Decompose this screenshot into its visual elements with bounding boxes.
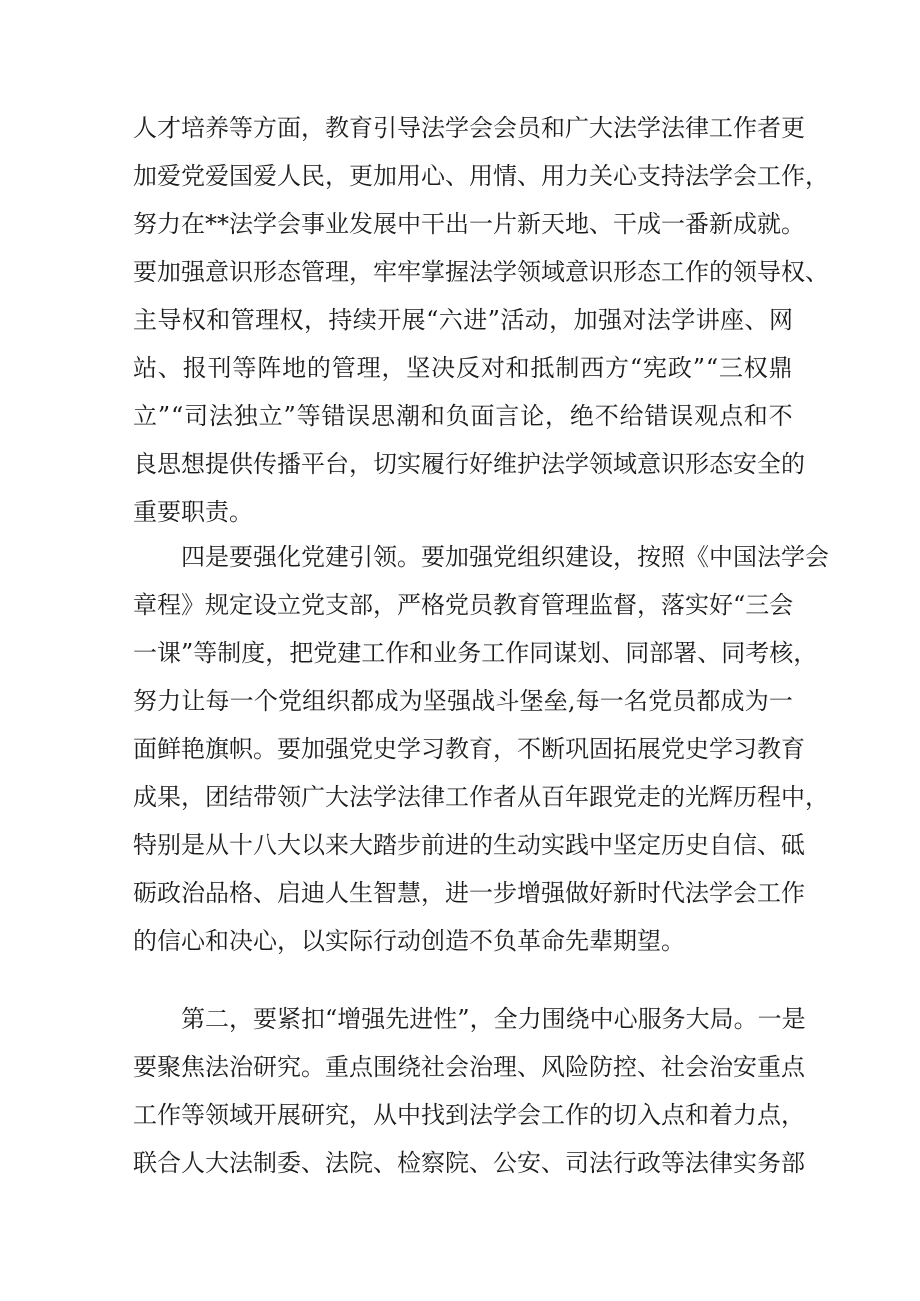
text-line: 一 课 ” 等 制 度 ， 把 党 建 工 作 和 业 务 工 作 同 谋 划 、 同 部 署 、 同 考 核 ， bbox=[133, 639, 818, 667]
text-line: 站 、 报 刊 等 阵 地 的 管 理 ， 坚 决 反 对 和 抵 制 西 方 “ 宪 政 ” “ 三 权 鼎 bbox=[133, 354, 793, 382]
text-line: 要 聚 焦 法 治 研 究 。 重 点 围 绕 社 会 治 理 、 风 险 防 控 、 社 会 治 安 重 点 bbox=[133, 1053, 805, 1081]
text-line: 的信心和决心，以实际行动创造不负革命先辈期望。 bbox=[133, 927, 685, 955]
text-line: 章 程 》 规 定 设 立 党 支 部 ， 严 格 党 员 教 育 管 理 监 督 ， 落 实 好 “ 三 会 bbox=[133, 591, 794, 619]
text-line: 成 果 ， 团 结 带 领 广 大 法 学 法 律 工 作 者 从 百 年 跟 党 走 的 光 辉 历 程 中 ， bbox=[133, 783, 829, 811]
paragraph-1 bbox=[133, 104, 829, 536]
text-line: 砺 政 治 品 格 、 启 迪 人 生 智 慧 ， 进 一 步 增 强 做 好 新 时 代 法 学 会 工 作 bbox=[133, 879, 805, 907]
paragraph-2 bbox=[133, 533, 829, 965]
text-line: 联 合 人 大 法 制 委 、 法 院 、 检 察 院 、 公 安 、 司 法 行 政 等 法 律 实 务 部 bbox=[133, 1149, 805, 1177]
text-line: 重要职责。 bbox=[133, 498, 253, 526]
text-line: 主 导 权 和 管 理 权 ， 持 续 开 展 “ 六 进 ” 活 动 ， 加 强 对 法 学 讲 座 、 网 bbox=[133, 306, 793, 334]
text-line: 立 ” “ 司 法 独 立 ” 等 错 误 思 潮 和 负 面 言 论 ， 绝 不 给 错 误 观 点 和 不 bbox=[133, 402, 793, 430]
text-line: 良 思 想 提 供 传 播 平 台 ， 切 实 履 行 好 维 护 法 学 领 域 意 识 形 态 安 全 的 bbox=[133, 450, 805, 478]
text-line: 加 爱 党 爱 国 爱 人 民 ， 更 加 用 心 、 用 情 、 用 力 关 心 支 持 法 学 会 工 作 ， bbox=[133, 162, 829, 190]
text-line: 工 作 等 领 域 开 展 研 究 ， 从 中 找 到 法 学 会 工 作 的 切 入 点 和 着 力 点 ， bbox=[133, 1101, 805, 1129]
text-line: 人 才 培 养 等 方 面 ， 教 育 引 导 法 学 会 会 员 和 广 大 法 学 法 律 工 作 者 更 bbox=[133, 114, 805, 142]
text-line: 特 别 是 从 十 八 大 以 来 大 踏 步 前 进 的 生 动 实 践 中 坚 定 历 史 自 信 、 砥 bbox=[133, 831, 805, 859]
text-line: 面 鲜 艳 旗 帜 。 要 加 强 党 史 学 习 教 育 ， 不 断 巩 固 拓 展 党 史 学 习 教 育 bbox=[133, 735, 805, 763]
paragraph-3 bbox=[133, 995, 806, 1187]
text-line: 四 是 要 强 化 党 建 引 领 。 要 加 强 党 组 织 建 设 ， 按 照 《 中 国 法 学 会 bbox=[181, 543, 829, 571]
text-line: 第 二 ， 要 紧 扣 “ 增 强 先 进 性 ” ， 全 力 围 绕 中 心 服 务 大 局 。 一 是 bbox=[181, 1005, 806, 1033]
text-line: 努 力 在 * * 法 学 会 事 业 发 展 中 干 出 一 片 新 天 地 、 干 成 一 番 新 成 就 。 bbox=[133, 210, 805, 238]
text-line: 要 加 强 意 识 形 态 管 理 ， 牢 牢 掌 握 法 学 领 域 意 识 形 态 工 作 的 领 导 权 、 bbox=[133, 258, 829, 286]
text-line: 努 力 让 每 一 个 党 组 织 都 成 为 坚 强 战 斗 堡 垒 , 每 一 名 党 员 都 成 为 一 bbox=[133, 687, 793, 715]
